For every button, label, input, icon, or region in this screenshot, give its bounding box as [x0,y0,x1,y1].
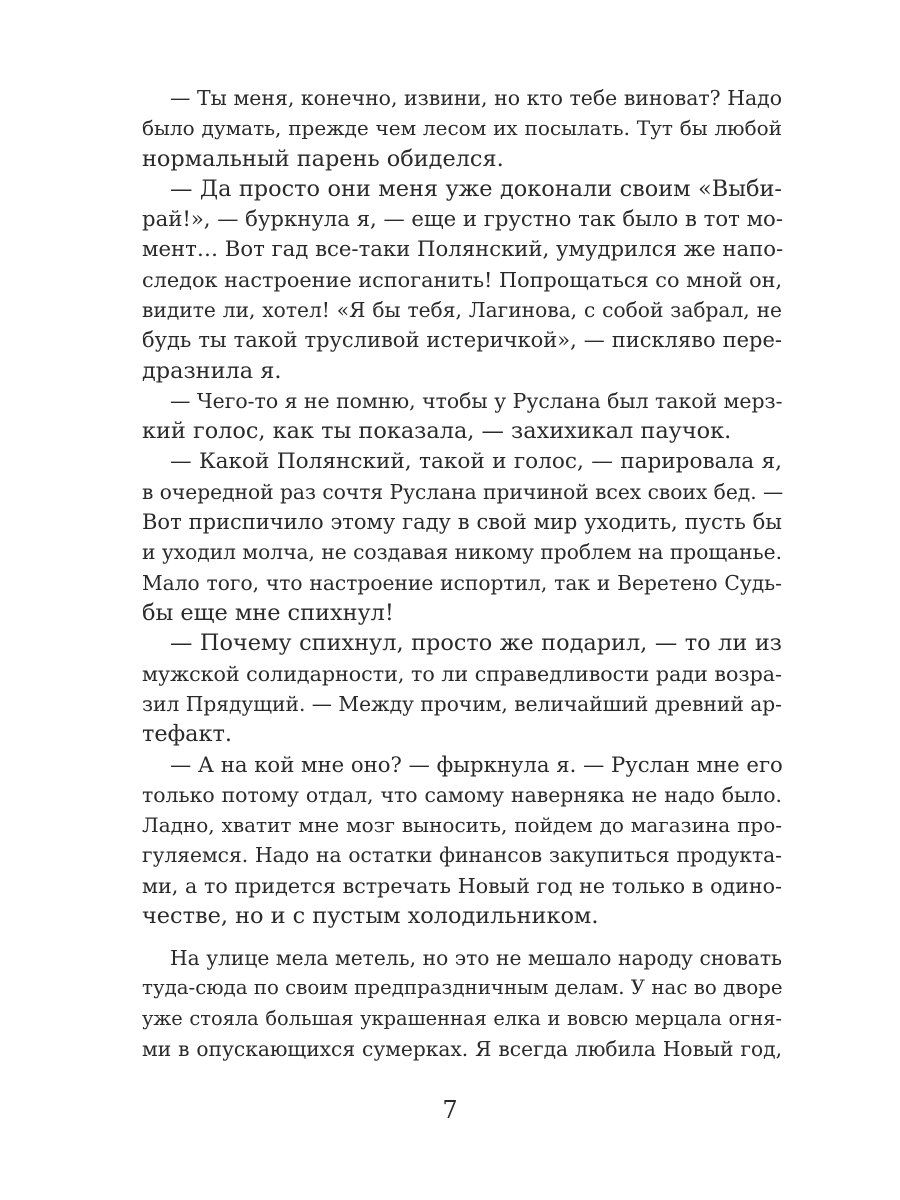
text-line: зил Прядущий. — Между прочим, величайший древний ар- [142,691,782,716]
text-line: — Чего-то я не помню, чтобы у Руслана был такой мерз- [170,388,783,413]
text-line: гуляемся. Надо на остатки финансов закупиться продукта- [142,843,782,868]
text-line: было думать, прежде чем лесом их посылать. Тут бы любой [142,116,782,141]
text-line: в очередной раз сочтя Руслана причиной всех своих бед. — [142,479,784,504]
text-line: — Почему спихнул, просто же подарил, — то ли из [170,630,782,657]
text-line: дразнила я. [142,357,282,384]
text-line: — Ты меня, конечно, извини, но кто тебе виноват? Надо [170,86,782,110]
text-line: следок настроение испоганить! Попрощаться со мной он, [142,267,783,292]
page-number: 7 [442,1096,458,1124]
text-line: рай!», — буркнула я, — еще и грустно так было в тот мо- [142,206,783,232]
text-line: — А на кой мне оно? — фыркнула я. — Руслан мне его [170,751,783,777]
text-line: ми в опускающихся сумерках. Я всегда любила Новый год, [142,1036,782,1061]
text-line: Вот приспичило этому гаду в свой мир уходить, пусть бы [142,510,782,535]
text-line: нормальный парень обиделся. [142,145,504,172]
text-line: туда-сюда по своим предпраздничным делам. У нас во дворе [142,976,783,1000]
text-line: Ладно, хватит мне мозг выносить, пойдем до магазина про- [142,813,782,838]
text-line: На улице мела метель, но это не мешало народу сновать [170,946,782,970]
text-line: честве, но и с пустым холодильником. [142,903,599,930]
text-line: только потому отдал, что самому наверняка не надо было. [142,782,782,807]
text-line: и уходил молча, не создавая никому проблем на прощанье. [142,540,782,565]
text-line: — Какой Полянский, такой и голос, — парировала я, [170,448,782,474]
text-line: мужской солидарности, то ли справедливости ради возра- [142,661,782,686]
text-line: будь ты такой трусливой истеричкой», — пискляво пере- [142,328,782,353]
text-line: уже стояла большая украшенная елка и вовсю мерцала огня- [142,1006,782,1030]
text-line: Мало того, что настроение испортил, так и Веретено Судь- [142,570,782,595]
text-line: ми, а то придется встречать Новый год не только в одино- [142,873,782,898]
text-line: бы еще мне спихнул! [142,600,394,627]
text-line: тефакт. [142,721,233,748]
second-text-block [142,943,782,1064]
text-line: видите ли, хотел! «Я бы тебя, Лагинова, с собой забрал, не [142,298,782,323]
main-text-block [142,83,782,931]
text-line: мент… Вот гад все-таки Полянский, умудрился же напо- [142,236,784,262]
text-line: — Да просто они меня уже доконали своим «Выби- [170,175,782,202]
text-line: кий голос, как ты показала, — захихикал паучок. [142,418,732,445]
